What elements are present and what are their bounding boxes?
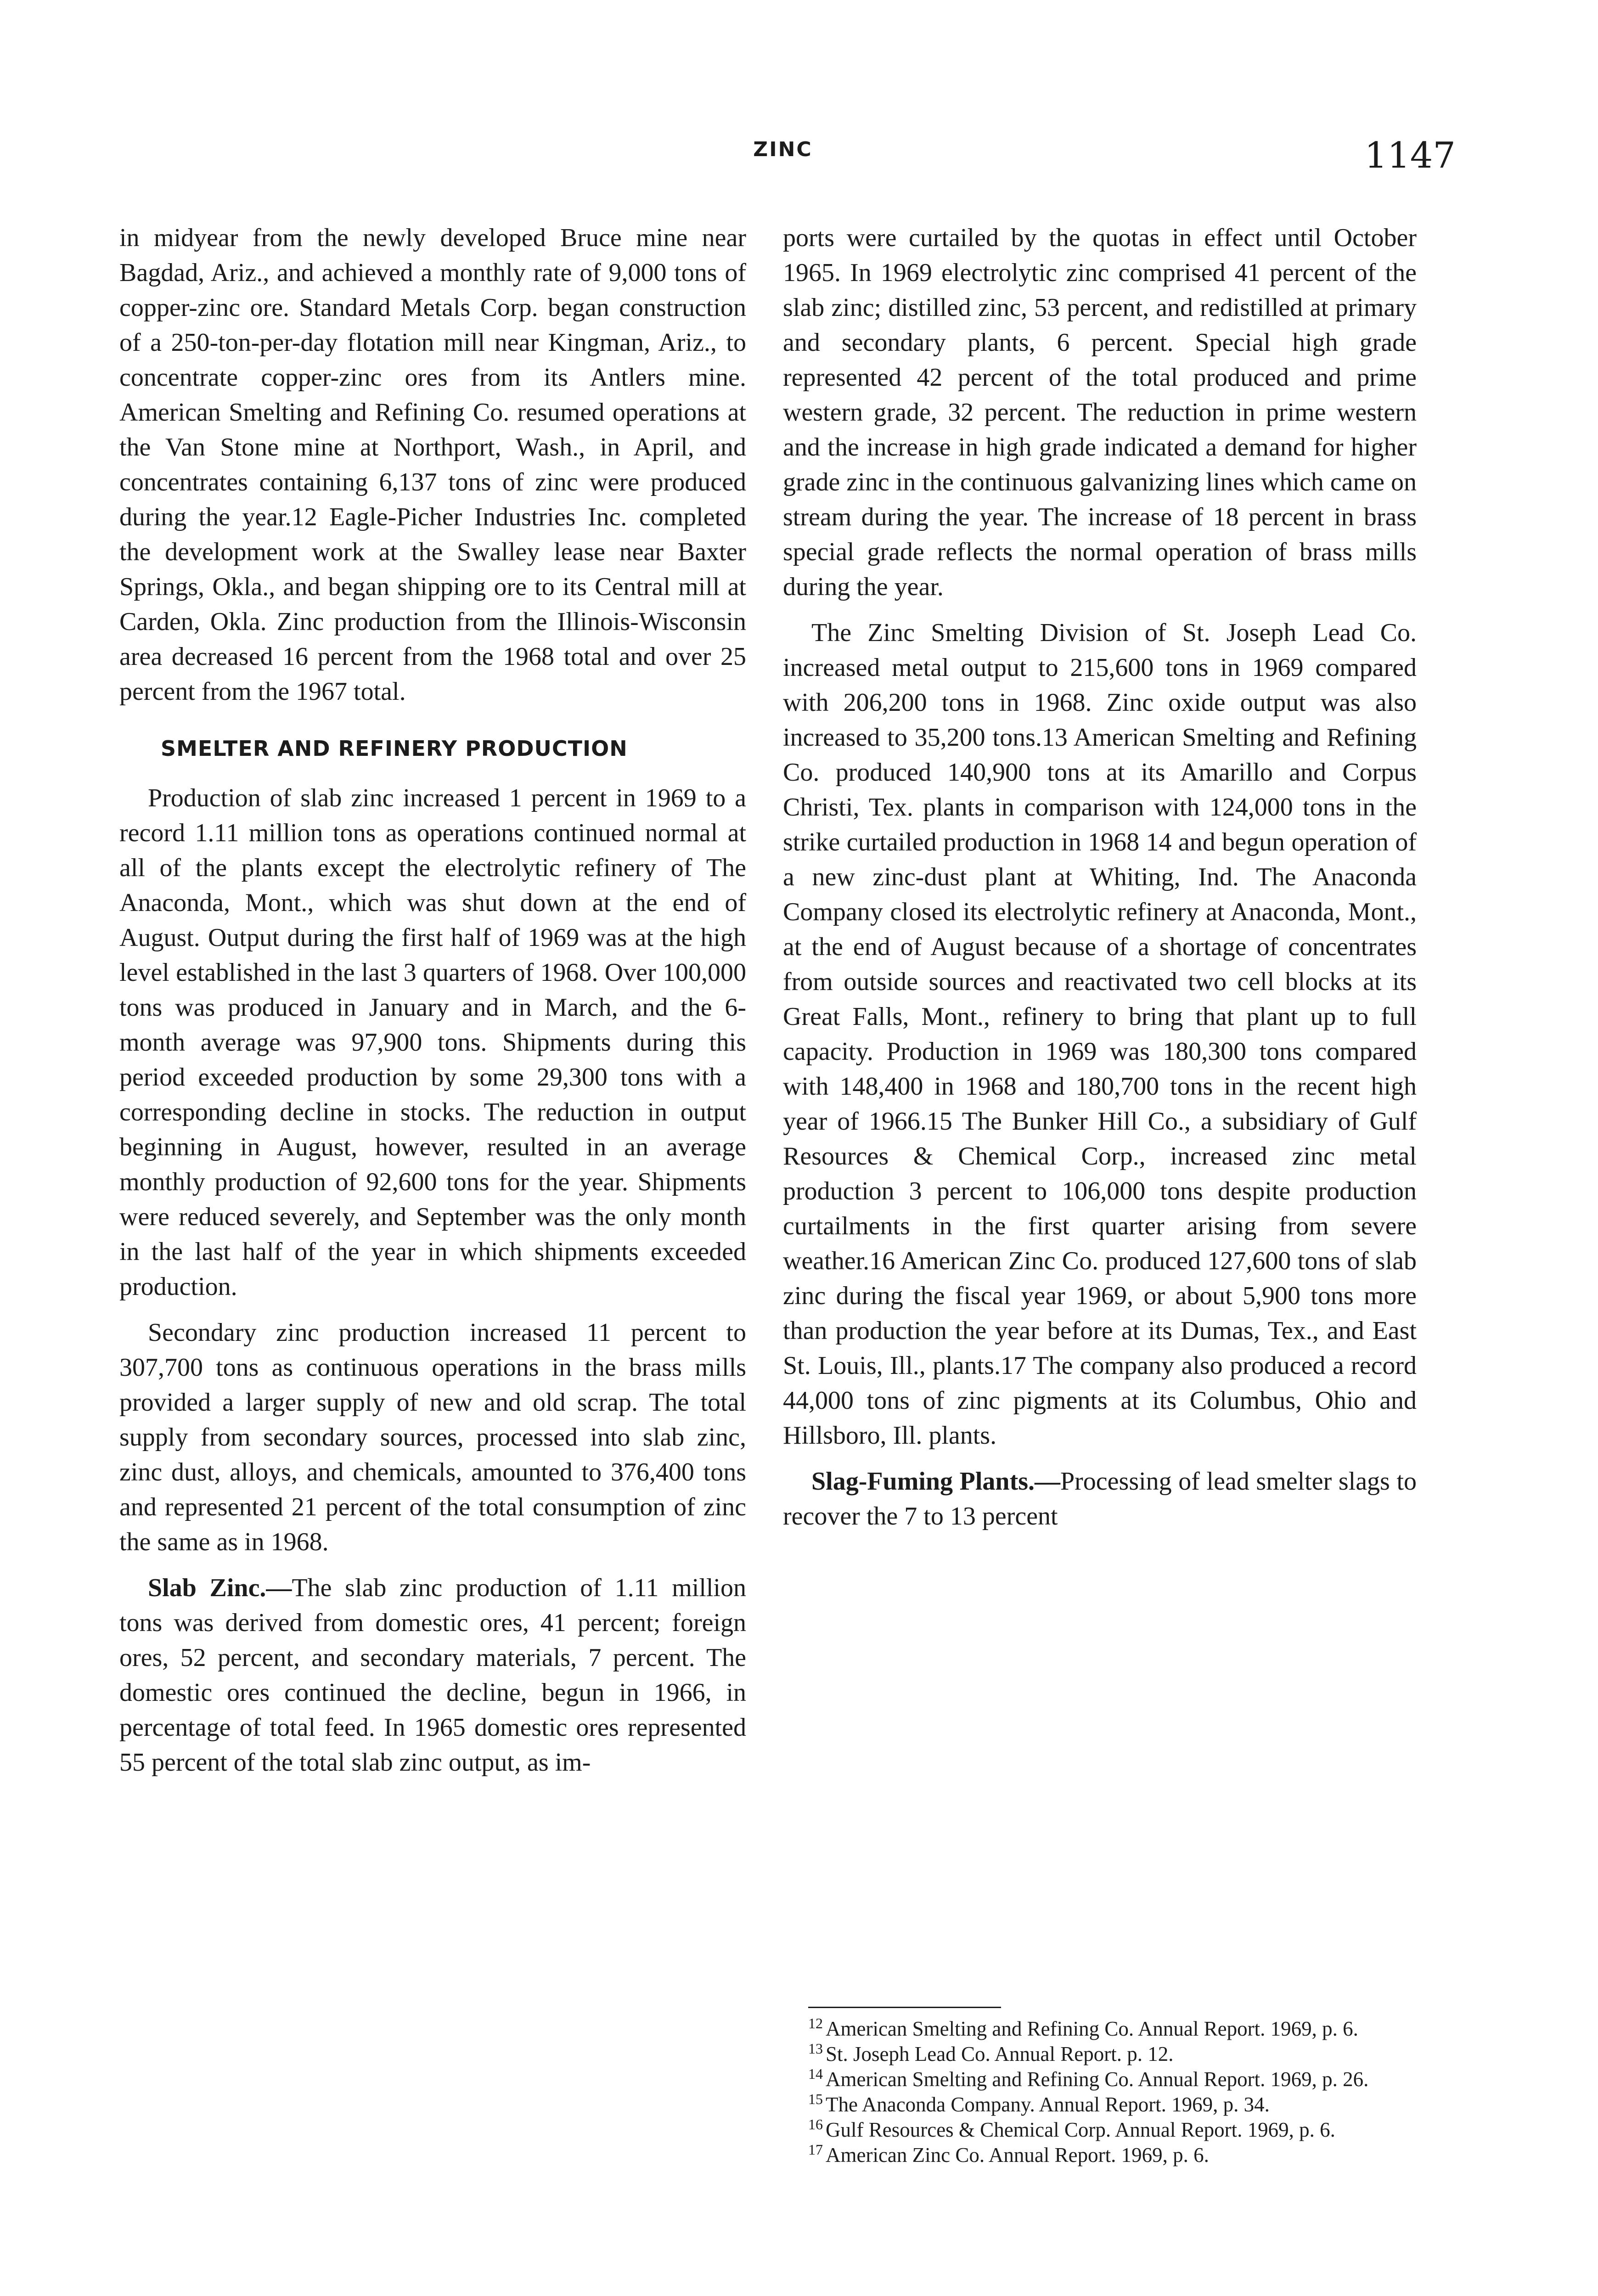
footnote xyxy=(783,2143,1417,2168)
footnote-mark: 15 xyxy=(808,2091,823,2107)
footnote-text: St. Joseph Lead Co. Annual Report. p. 12. xyxy=(826,2043,1174,2065)
footnote-text: The Anaconda Company. Annual Report. 1969, p. 34. xyxy=(826,2093,1270,2116)
footnote xyxy=(783,2117,1417,2143)
section-heading: SMELTER AND REFINERY PRODUCTION xyxy=(161,736,628,761)
paragraph-with-run-in xyxy=(119,1570,746,1780)
footnote-mark: 12 xyxy=(808,2015,823,2032)
footnote-text: American Smelting and Refining Co. Annual Report. 1969, p. 6. xyxy=(826,2017,1358,2040)
footnote-mark: 14 xyxy=(808,2065,823,2082)
footnote-mark: 17 xyxy=(808,2141,823,2158)
run-in-heading: Slab Zinc.— xyxy=(148,1574,292,1602)
paragraph: Secondary zinc production increased 11 percent to 307,700 tons as continuous operations in the brass mills provided a larger supply of new and old scrap. The total supply from secondary sources, processed into slab zinc, zinc dust, alloys, and chemicals, amounted to 376,400 tons and represented 21 percent of the total consumption of zinc the same as in 1968. xyxy=(119,1318,746,1556)
paragraph: Production of slab zinc increased 1 percent in 1969 to a record 1.11 million tons as operations continued normal at all of the plants except the electrolytic refinery of The Anaconda, Mont., which was shut down at the end of August. Output during the first half of 1969 was at the high level established in the last 3 quarters of 1968. Over 100,000 tons was produced in January and in March, and the 6-month average was 97,900 tons. Shipments during this period exceeded production by some 29,300 tons with a corresponding decline in stocks. The reduction in output beginning in August, however, resulted in an average monthly production of 92,600 tons for the year. Shipments were reduced severely, and September was the only month in the last half of the year in which shipments exceeded production. xyxy=(119,784,746,1301)
page-number: 1147 xyxy=(1364,135,1456,176)
footnote xyxy=(783,2016,1417,2042)
paragraph-with-run-in xyxy=(783,1464,1417,1534)
paragraph-body: Processing of lead smelter slags to recover the 7 to 13 percent xyxy=(783,1467,1417,1531)
paragraph-body: The slab zinc production of 1.11 million tons was derived from domestic ores, 41 percent; foreign ores, 52 percent, and secondary materials, 7 percent. The domestic ores continued the decline, begun in 1966, in percentage of total feed. In 1965 domestic ores represented 55 percent of the total slab zinc output, as im- xyxy=(119,1574,746,1777)
footnote-rule xyxy=(808,2007,1001,2008)
paragraph: ports were curtailed by the quotas in effect until October 1965. In 1969 electrolytic zinc comprised 41 percent of the slab zinc; distilled zinc, 53 percent, and redistilled at primary and secondary plants, 6 percent. Special high grade represented 42 percent of the total produced and prime western grade, 32 percent. The reduction in prime western and the increase in high grade indicated a demand for higher grade zinc in the continuous galvanizing lines which came on stream during the year. The increase of 18 percent in brass special grade reflects the normal operation of brass mills during the year. xyxy=(783,224,1417,601)
run-in-heading: Slag-Fuming Plants.— xyxy=(811,1467,1061,1496)
footnote-mark: 13 xyxy=(808,2040,823,2057)
footnote-text: American Zinc Co. Annual Report. 1969, p. 6. xyxy=(826,2144,1209,2167)
paragraph: in midyear from the newly developed Bruce mine near Bagdad, Ariz., and achieved a monthly rate of 9,000 tons of copper-zinc ore. Standard Metals Corp. began construction of a 250-ton-per-day flotation mill near Kingman, Ariz., to concentrate copper-zinc ores from its Antlers mine. American Smelting and Refining Co. resumed operations at the Van Stone mine at Northport, Wash., in April, and concentrates containing 6,137 tons of zinc were produced during the year.12 Eagle-Picher Industries Inc. completed the development work at the Swalley lease near Baxter Springs, Okla., and began shipping ore to its Central mill at Carden, Okla. Zinc production from the Illinois-Wisconsin area decreased 16 percent from the 1968 total and over 25 percent from the 1967 total. xyxy=(119,224,746,706)
paragraph: The Zinc Smelting Division of St. Joseph Lead Co. increased metal output to 215,600 tons in 1969 compared with 206,200 tons in 1968. Zinc oxide output was also increased to 35,200 tons.13 American Smelting and Refining Co. produced 140,900 tons at its Amarillo and Corpus Christi, Tex. plants in comparison with 124,000 tons in the strike curtailed production in 1968 14 and begun operation of a new zinc-dust plant at Whiting, Ind. The Anaconda Company closed its electrolytic refinery at Anaconda, Mont., at the end of August because of a shortage of concentrates from outside sources and reactivated two cell blocks at its Great Falls, Mont., refinery to bring that plant up to full capacity. Production in 1969 was 180,300 tons compared with 148,400 in 1968 and 180,700 tons in the recent high year of 1966.15 The Bunker Hill Co., a subsidiary of Gulf Resources & Chemical Corp., increased zinc metal production 3 percent to 106,000 tons despite production curtailments in the first quarter arising from severe weather.16 American Zinc Co. produced 127,600 tons of slab zinc during the fiscal year 1969, or about 5,900 tons more than production the year before at its Dumas, Tex., and East St. Louis, Ill., plants.17 The company also produced a record 44,000 tons of zinc pigments at its Columbus, Ohio and Hillsboro, Ill. plants. xyxy=(783,619,1417,1450)
footnotes xyxy=(783,2007,1417,2168)
footnote-text: Gulf Resources & Chemical Corp. Annual Report. 1969, p. 6. xyxy=(826,2118,1335,2141)
footnote-mark: 16 xyxy=(808,2116,823,2133)
footnote xyxy=(783,2042,1417,2067)
footnote xyxy=(783,2067,1417,2092)
running-head-title: ZINC xyxy=(753,138,813,161)
footnote xyxy=(783,2092,1417,2117)
left-column xyxy=(119,220,746,1780)
footnote-text: American Smelting and Refining Co. Annual Report. 1969, p. 26. xyxy=(826,2068,1369,2091)
right-column xyxy=(783,220,1417,1534)
